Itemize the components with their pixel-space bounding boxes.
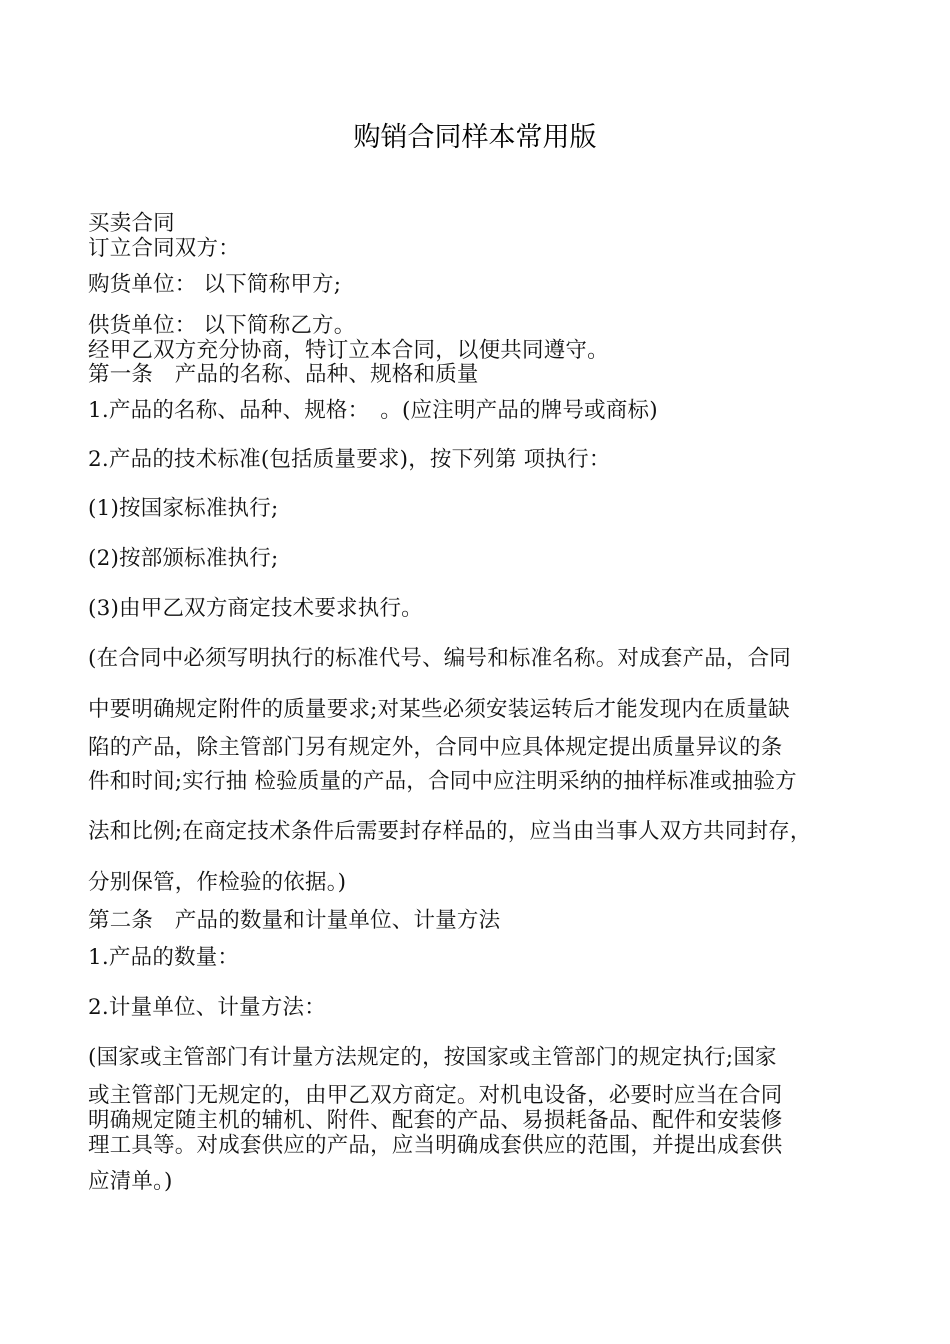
text-line: (在合同中必须写明执行的标准代号、编号和标准名称。对成套产品，合同 [88,646,791,671]
text-line: 应清单。) [88,1169,173,1194]
text-line: 中要明确规定附件的质量要求;对某些必须安装运转后才能发现内在质量缺 [88,697,790,722]
section-heading: 第二条 产品的数量和计量单位、计量方法 [88,908,501,933]
text-line: 1.产品的数量： [88,945,240,970]
text-line: (1)按国家标准执行; [88,496,279,521]
text-line: 明确规定随主机的辅机、附件、配套的产品、易损耗备品、配件和安装修 [88,1108,783,1133]
text-line: (2)按部颁标准执行; [88,546,279,571]
text-line: (3)由甲乙双方商定技术要求执行。 [88,596,423,621]
text-line: 件和时间;实行抽 检验质量的产品，合同中应注明采纳的抽样标准或抽验方 [88,769,797,794]
text-line: 2.产品的技术标准(包括质量要求)，按下列第 项执行： [88,447,611,472]
document-title: 购销合同样本常用版 [353,122,597,153]
text-line: 购货单位： 以下简称甲方; [88,272,342,297]
text-line: 买卖合同 [88,211,175,236]
text-line: (国家或主管部门有计量方法规定的，按国家或主管部门的规定执行;国家 [88,1045,777,1070]
text-line: 2.计量单位、计量方法： [88,995,326,1020]
text-line: 分别保管，作检验的依据。) [88,870,347,895]
section-heading: 第一条 产品的名称、品种、规格和质量 [88,362,479,387]
text-line: 1.产品的名称、品种、规格： 。(应注明产品的牌号或商标) [88,398,658,423]
text-line: 陷的产品，除主管部门另有规定外，合同中应具体规定提出质量异议的条 [88,735,783,760]
text-line: 理工具等。对成套供应的产品，应当明确成套供应的范围，并提出成套供 [88,1133,783,1158]
text-line: 或主管部门无规定的，由甲乙双方商定。对机电设备，必要时应当在合同 [88,1083,783,1108]
text-line: 法和比例;在商定技术条件后需要封存样品的，应当由当事人双方共同封存， [88,819,812,844]
text-line: 经甲乙双方充分协商，特订立本合同，以便共同遵守。 [88,338,609,363]
text-line: 供货单位： 以下简称乙方。 [88,313,356,338]
text-line: 订立合同双方： [88,236,240,261]
